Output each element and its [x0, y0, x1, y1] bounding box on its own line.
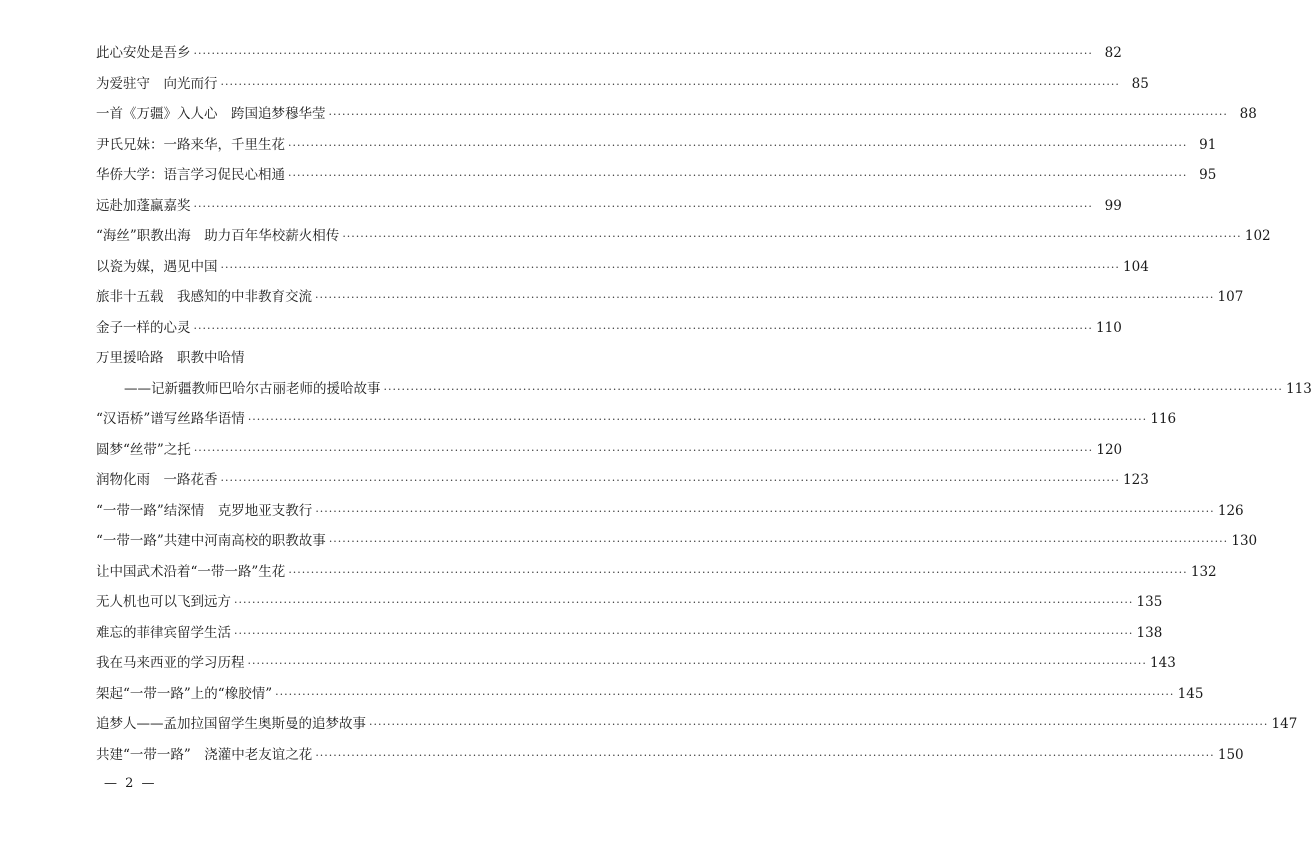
- toc-entry-title: 华侨大学：语言学习促民心相通: [96, 167, 285, 183]
- toc-entry: [96, 282, 1244, 313]
- dot-leader: ········································································································································································································: [315, 748, 1215, 762]
- toc-entry-page-number: 145: [1177, 685, 1204, 702]
- dot-leader: ········································································································································································································: [288, 169, 1188, 182]
- toc-entry-page-number: 88: [1239, 106, 1257, 122]
- toc-entry-page-number: 82: [1104, 45, 1122, 61]
- dot-leader: ········································································································································································································: [193, 443, 1094, 457]
- dot-leader: ········································································································································································································: [383, 382, 1283, 396]
- toc-entry: [96, 679, 1204, 710]
- toc-entry-title: 远赴加蓬赢嘉奖: [96, 197, 191, 214]
- dot-leader: ········································································································································································································: [220, 77, 1120, 91]
- dot-leader: ········································································································································································································: [247, 413, 1148, 426]
- toc-entry: [96, 709, 1298, 740]
- toc-entry-page-number: 107: [1217, 289, 1244, 305]
- dot-leader: ········································································································································································································: [369, 718, 1269, 731]
- toc-entry: [96, 99, 1257, 130]
- toc-entry-title: 追梦人——孟加拉国留学生奥斯曼的追梦故事: [96, 716, 366, 732]
- toc-entry-title: 共建“一带一路” 浇灌中老友谊之花: [96, 746, 313, 763]
- dot-leader: ········································································································································································································: [315, 504, 1215, 518]
- toc-entry-title: 难忘的菲律宾留学生活: [96, 624, 231, 641]
- toc-entry: [96, 69, 1149, 100]
- toc-entry: [96, 374, 1312, 405]
- toc-entry-title: 以瓷为媒，遇见中国: [96, 258, 218, 275]
- table-of-contents: [96, 38, 1312, 770]
- toc-entry-page-number: 113: [1286, 380, 1312, 397]
- toc-entry-title: 润物化雨 一路花香: [96, 472, 218, 488]
- dot-leader: ········································································································································································································: [193, 47, 1093, 60]
- toc-entry-page-number: 110: [1096, 319, 1122, 336]
- page-footer-number: — 2 —: [104, 776, 157, 791]
- toc-entry-title: 为爱驻守 向光而行: [96, 75, 218, 92]
- dot-leader: ········································································································································································································: [234, 596, 1134, 609]
- dot-leader: ········································································································································································································: [193, 199, 1093, 213]
- toc-entry-title: “一带一路”共建中河南高校的职教故事: [96, 533, 326, 549]
- toc-entry: [96, 404, 1177, 435]
- toc-entry: [96, 587, 1163, 618]
- dot-leader: ········································································································································································································: [234, 626, 1134, 640]
- toc-entry-page-number: 123: [1123, 472, 1149, 488]
- toc-entry-page-number: 138: [1136, 624, 1163, 641]
- toc-entry-title: “海丝”职教出海 助力百年华校薪火相传: [96, 228, 340, 244]
- toc-entry: [96, 557, 1217, 588]
- toc-entry-page-number: 120: [1096, 441, 1123, 458]
- toc-entry-title: 让中国武术沿着“一带一路”生花: [96, 563, 286, 580]
- toc-entry-title: 一首《万疆》入人心 跨国追梦穆华莹: [96, 106, 326, 122]
- toc-entry-title: ——记新疆教师巴哈尔古丽老师的援哈故事: [124, 380, 381, 397]
- toc-entry-title: 万里援哈路 职教中哈情: [96, 350, 245, 366]
- toc-entry-title: “一带一路”结深情 克罗地亚支教行: [96, 502, 313, 519]
- toc-entry: [96, 252, 1149, 283]
- dot-leader: ········································································································································································································: [328, 108, 1228, 121]
- toc-entry: [96, 221, 1271, 252]
- toc-entry: [96, 526, 1258, 557]
- toc-entry: [96, 130, 1217, 161]
- toc-entry-page-number: 150: [1217, 746, 1244, 763]
- toc-entry: [96, 435, 1123, 466]
- toc-entry: [96, 496, 1244, 527]
- toc-entry-page-number: 147: [1271, 716, 1298, 732]
- dot-leader: ········································································································································································································: [275, 687, 1175, 701]
- toc-entry-page-number: 135: [1136, 594, 1163, 610]
- dot-leader: ········································································································································································································: [220, 260, 1120, 274]
- toc-entry: [96, 618, 1163, 649]
- toc-entry-page-number: 130: [1231, 533, 1258, 549]
- toc-entry-title: 尹氏兄妹：一路来华，千里生花: [96, 136, 285, 153]
- dot-leader: ········································································································································································································: [342, 230, 1242, 243]
- toc-entry: [96, 160, 1217, 191]
- toc-entry-page-number: 104: [1123, 258, 1149, 275]
- toc-entry-page-number: 126: [1217, 502, 1244, 519]
- toc-entry-title: 架起“一带一路”上的“橡胶情”: [96, 685, 273, 702]
- toc-entry: [96, 648, 1176, 679]
- dot-leader: ········································································································································································································: [288, 565, 1188, 579]
- toc-entry: [96, 313, 1122, 344]
- toc-entry-page-number: 85: [1131, 75, 1149, 92]
- toc-entry-page-number: 143: [1150, 655, 1176, 671]
- toc-entry-page-number: 116: [1150, 411, 1177, 427]
- toc-entry-page-number: 99: [1104, 197, 1122, 214]
- toc-entry-title: 旅非十五载 我感知的中非教育交流: [96, 289, 312, 305]
- toc-entry: [96, 465, 1149, 496]
- dot-leader: ········································································································································································································: [315, 291, 1215, 304]
- toc-entry-page-number: 95: [1199, 167, 1217, 183]
- dot-leader: ········································································································································································································: [328, 535, 1229, 548]
- toc-entry-page-number: 132: [1190, 563, 1217, 580]
- toc-entry-title: 我在马来西亚的学习历程: [96, 655, 245, 671]
- dot-leader: ········································································································································································································: [193, 321, 1093, 335]
- toc-entry: [96, 740, 1244, 771]
- toc-entry-title: 此心安处是吾乡: [96, 45, 191, 61]
- toc-entry-page-number: 102: [1244, 228, 1271, 244]
- toc-entry-title: 无人机也可以飞到远方: [96, 594, 231, 610]
- toc-entry-page-number: 91: [1199, 136, 1217, 153]
- toc-entry-title: 金子一样的心灵: [96, 319, 191, 336]
- dot-leader: ········································································································································································································: [288, 138, 1188, 152]
- toc-entry-title: 圆梦“丝带”之托: [96, 441, 191, 458]
- dot-leader: ········································································································································································································: [247, 657, 1147, 670]
- dot-leader: ········································································································································································································: [220, 474, 1120, 487]
- toc-entry: [96, 343, 558, 374]
- toc-entry-title: “汉语桥”谱写丝路华语情: [96, 411, 245, 427]
- toc-entry: [96, 38, 1122, 69]
- toc-entry: [96, 191, 1122, 222]
